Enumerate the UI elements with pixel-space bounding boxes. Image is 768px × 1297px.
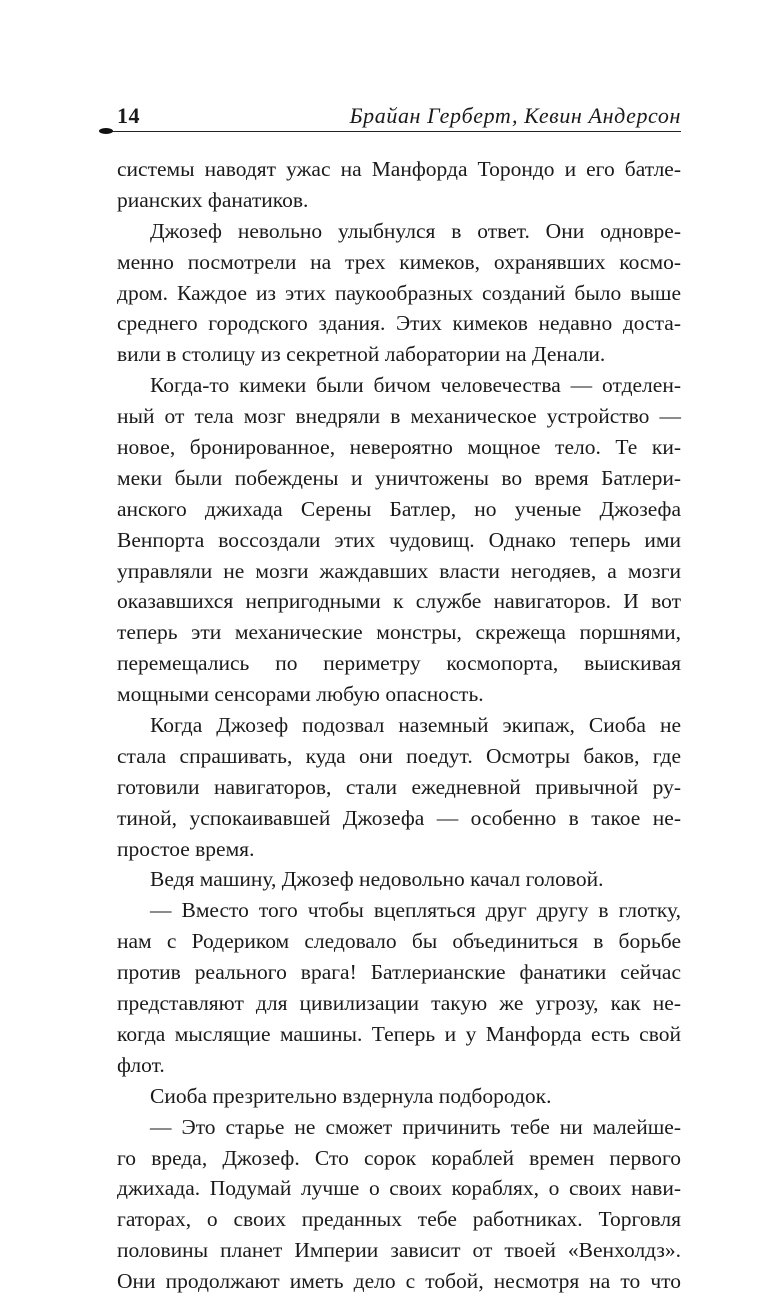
text-line: меки были побеждены и уничтожены во время Батлери- [117,465,681,490]
text-line: Когда Джозеф подозвал наземный экипаж, Сиоба не [150,713,681,738]
text-line: новое, бронированное, невероятно мощное тело. Те ки- [117,435,681,460]
text-line: — Вместо того чтобы вцепляться друг другу в глотку, [150,898,681,923]
text-line: против реального врага! Батлерианские фанатики сейчас [117,960,681,985]
text-line: когда мыслящие машины. Теперь и у Манфорда есть свой [117,1021,681,1046]
text-line: менно посмотрели на трех кимеков, охранявших космо- [117,249,681,274]
text-line: Венпорта воссоздали этих чудовищ. Однако теперь ими [117,527,681,552]
text-line: джихада. Подумай лучше о своих кораблях, о своих нави- [117,1176,681,1201]
text-line: готовили навигаторов, стали ежедневной привычной ру- [117,774,681,799]
text-line: флот. [117,1052,165,1077]
text-line: Они продолжают иметь дело с тобой, несмотря на то что [117,1269,681,1294]
text-line: среднего городского здания. Этих кимеков недавно доста- [117,311,681,336]
text-line: представляют для цивилизации такую же угрозу, как не- [117,991,681,1016]
text-line: — Это старье не сможет причинить тебе ни малейше- [150,1114,681,1139]
text-line: управляли не мозги жаждавших власти негодяев, а мозги [117,558,681,583]
text-line: вили в столицу из секретной лаборатории на Денали. [117,342,606,367]
text-line: рианских фанатиков. [117,187,309,212]
text-line: Сиоба презрительно вздернула подбородок. [150,1083,552,1108]
text-line: нам с Родериком следовало бы объединиться в борьбе [117,929,681,954]
text-line: анского джихада Серены Батлер, но ученые Джозефа [117,496,681,521]
text-line: Когда-то кимеки были бичом человечества — отделен- [150,373,681,398]
text-line: стала спрашивать, куда они поедут. Осмотры баков, где [117,743,681,768]
text-line: го вреда, Джозеф. Сто сорок кораблей времен первого [117,1145,681,1170]
text-line: половины планет Империи зависит от твоей «Венхолдз». [117,1238,681,1263]
page-number: 14 [117,103,140,128]
text-line: дром. Каждое из этих паукообразных созданий было выше [117,280,681,305]
header-rule [101,131,681,132]
text-line: гаторах, о своих преданных тебе работниках. Торговля [117,1207,681,1232]
text-line: Джозеф невольно улыбнулся в ответ. Они одновре- [150,218,681,243]
running-header-authors: Брайан Герберт, Кевин Андерсон [349,103,681,128]
header-rule-ornament [99,128,113,134]
text-line: теперь эти механические монстры, скрежеща поршнями, [117,620,681,645]
text-line: Ведя машину, Джозеф недовольно качал головой. [150,867,604,892]
text-line: простое время. [117,836,255,861]
text-line: мощными сенсорами любую опасность. [117,682,484,707]
body-text [117,154,681,1297]
text-line: тиной, успокаивавшей Джозефа — особенно в такое не- [117,805,681,830]
text-line: системы наводят ужас на Манфорда Торондо и его батле- [117,157,681,181]
text-line: ный от тела мозг внедряли в механическое устройство — [117,404,681,429]
text-line: оказавшихся непригодными к службе навигаторов. И вот [117,589,681,614]
running-header [117,101,681,133]
text-line: перемещались по периметру космопорта, выискивая [117,651,681,676]
